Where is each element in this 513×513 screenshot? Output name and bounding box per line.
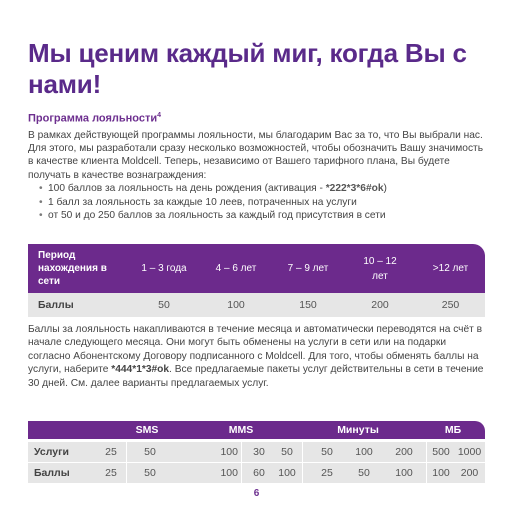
column-divider bbox=[126, 463, 127, 483]
list-item: • от 50 и до 250 баллов за лояльность за каждый год присутствия в сети bbox=[48, 209, 387, 223]
header-cell-minutes: Минуты bbox=[337, 424, 379, 436]
row-label: Баллы bbox=[38, 299, 74, 311]
header-cell: 7 – 9 лет bbox=[287, 263, 329, 274]
rewards-list bbox=[48, 182, 387, 223]
table-cell: 100 bbox=[278, 467, 296, 479]
table-cell: 1000 bbox=[457, 446, 482, 458]
list-item: • 1 балл за лояльность за каждые 10 леев, потраченных на услуги bbox=[48, 196, 387, 210]
column-divider bbox=[426, 442, 427, 462]
footnote-marker: 4 bbox=[157, 112, 162, 119]
table-cell: 50 bbox=[144, 446, 156, 458]
table-row bbox=[28, 293, 485, 317]
table-cell: 50 bbox=[358, 467, 370, 479]
column-divider bbox=[241, 442, 242, 462]
table-cell: 200 bbox=[371, 299, 389, 311]
column-divider bbox=[241, 463, 242, 483]
table-cell: 100 bbox=[355, 446, 373, 458]
header-cell: 10 – 12 лет bbox=[363, 255, 397, 282]
bullet-text: 100 баллов за лояльность на день рождения (активация - bbox=[48, 183, 326, 194]
table-cell: 200 bbox=[395, 446, 413, 458]
section-title bbox=[28, 112, 161, 125]
table-header bbox=[28, 244, 485, 293]
table-cell: 50 bbox=[321, 446, 333, 458]
table-cell: 30 bbox=[253, 446, 265, 458]
bullet-text-end: ) bbox=[383, 183, 387, 194]
column-divider bbox=[126, 442, 127, 462]
table-cell: 100 bbox=[395, 467, 413, 479]
table-cell: 25 bbox=[105, 467, 117, 479]
header-cell: >12 лет bbox=[432, 263, 469, 274]
table-cell: 25 bbox=[321, 467, 333, 479]
page-number: 6 bbox=[253, 488, 260, 499]
table-cell: 60 bbox=[253, 467, 265, 479]
table-cell: 50 bbox=[281, 446, 293, 458]
row-label: Баллы bbox=[34, 467, 70, 479]
header-cell-mms: MMS bbox=[228, 424, 254, 436]
table-row bbox=[28, 463, 485, 483]
table-cell: 150 bbox=[299, 299, 317, 311]
header-cell-mb: МБ bbox=[444, 424, 462, 436]
table-cell: 250 bbox=[441, 299, 460, 311]
table-cell: 25 bbox=[105, 446, 117, 458]
table-cell: 50 bbox=[144, 467, 156, 479]
exchange-code: *444*1*3#ok bbox=[111, 364, 170, 376]
header-cell: 4 – 6 лет bbox=[215, 263, 257, 274]
table-cell: 50 bbox=[158, 299, 170, 311]
exchange-text-end: . Все предлагаемые пакеты услуг действительны в сети в течение 30 дней. См. далее варианты предлагаемых услуг. bbox=[28, 364, 484, 389]
section-title-text: Программа лояльности bbox=[28, 112, 158, 125]
table-cell: 100 bbox=[220, 467, 238, 479]
table-row bbox=[28, 442, 485, 462]
row-label: Услуги bbox=[34, 446, 69, 458]
table-cell: 100 bbox=[220, 446, 238, 458]
header-cell: 1 – 3 года bbox=[141, 263, 187, 274]
intro-paragraph: В рамках действующей программы лояльности, мы благодарим Вас за то, что Вы выбрали нас. Для этого, мы разработали сразу несколько возможностей, чтобы обозначить Вашу значимость в качестве клиента Moldcell. Теперь, независимо от Вашего тарифного плана, Вы будете получать в качестве вознаграждения: bbox=[28, 130, 484, 181]
header-label: Период нахождения в сети bbox=[38, 250, 107, 287]
header-cell-sms: SMS bbox=[135, 424, 159, 436]
table-cell: 100 bbox=[432, 467, 450, 479]
exchange-paragraph bbox=[28, 323, 488, 390]
table-header bbox=[28, 421, 485, 439]
activation-code: *222*3*6#ok bbox=[325, 183, 384, 194]
table-cell: 100 bbox=[227, 299, 245, 311]
column-divider bbox=[302, 442, 303, 462]
page-title: Мы ценим каждый миг, когда Вы с нами! bbox=[28, 38, 467, 99]
exchange-text: Баллы за лояльность накапливаются в течение месяца и автоматически переводятся на счёт в начале следующего месяца. Они могут быть обменены на услуги в сети или на подарки согласно Абонентскому Договору подписанного с Moldcell. Для того, чтобы обменять баллы на услуги, наберите bbox=[28, 324, 483, 376]
list-item bbox=[48, 182, 387, 196]
column-divider bbox=[426, 463, 427, 483]
loyalty-period-table bbox=[28, 244, 485, 317]
column-divider bbox=[302, 463, 303, 483]
table-cell: 200 bbox=[460, 467, 479, 479]
table-cell: 500 bbox=[432, 446, 450, 458]
services-table bbox=[28, 421, 485, 481]
